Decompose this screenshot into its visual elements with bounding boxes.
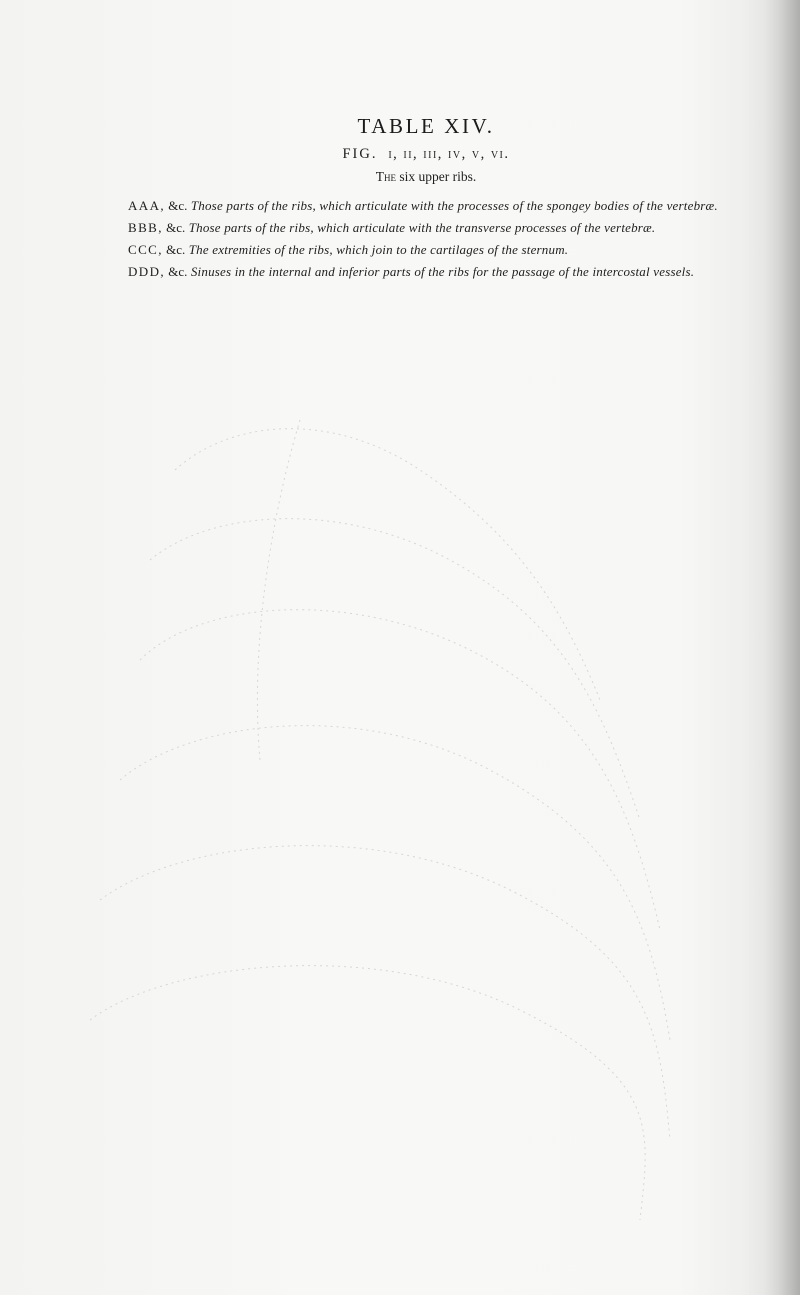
legend-entry-aaa xyxy=(128,197,718,215)
legend-entry-bbb xyxy=(128,219,718,237)
entry-description: Those parts of the ribs, which articulate with the transverse processes of the vertebræ. xyxy=(185,220,656,235)
legend-entry-ccc xyxy=(128,241,718,259)
legend-entries xyxy=(128,197,718,285)
figure-label: FIG. xyxy=(342,146,378,162)
entry-description: Those parts of the ribs, which articulate with the processes of the spongey bodies of the vertebræ. xyxy=(187,198,718,213)
entry-key: DDD, xyxy=(128,264,166,279)
entry-key: CCC, xyxy=(128,242,163,257)
subtitle-first-word: The xyxy=(375,169,396,184)
table-title: TABLE XIV. xyxy=(357,114,495,138)
entry-etc: &c. xyxy=(162,220,186,235)
page-gutter-shadow xyxy=(764,0,800,1295)
figure-numbers: i, ii, iii, iv, v, vi. xyxy=(388,146,510,162)
figure-line xyxy=(0,146,800,163)
subtitle-rest: six upper ribs. xyxy=(396,169,477,184)
entry-description: The extremities of the ribs, which join to the cartilages of the sternum. xyxy=(185,242,569,257)
legend-entry-ddd xyxy=(128,263,718,281)
entry-etc: &c. xyxy=(165,264,188,279)
entry-etc: &c. xyxy=(165,198,188,213)
entry-etc: &c. xyxy=(162,242,186,257)
entry-key: AAA, xyxy=(128,198,166,213)
entry-key: BBB, xyxy=(128,220,163,235)
subtitle xyxy=(0,169,800,185)
entry-description: Sinuses in the internal and inferior parts of the ribs for the passage of the intercostal vessels. xyxy=(187,264,695,279)
